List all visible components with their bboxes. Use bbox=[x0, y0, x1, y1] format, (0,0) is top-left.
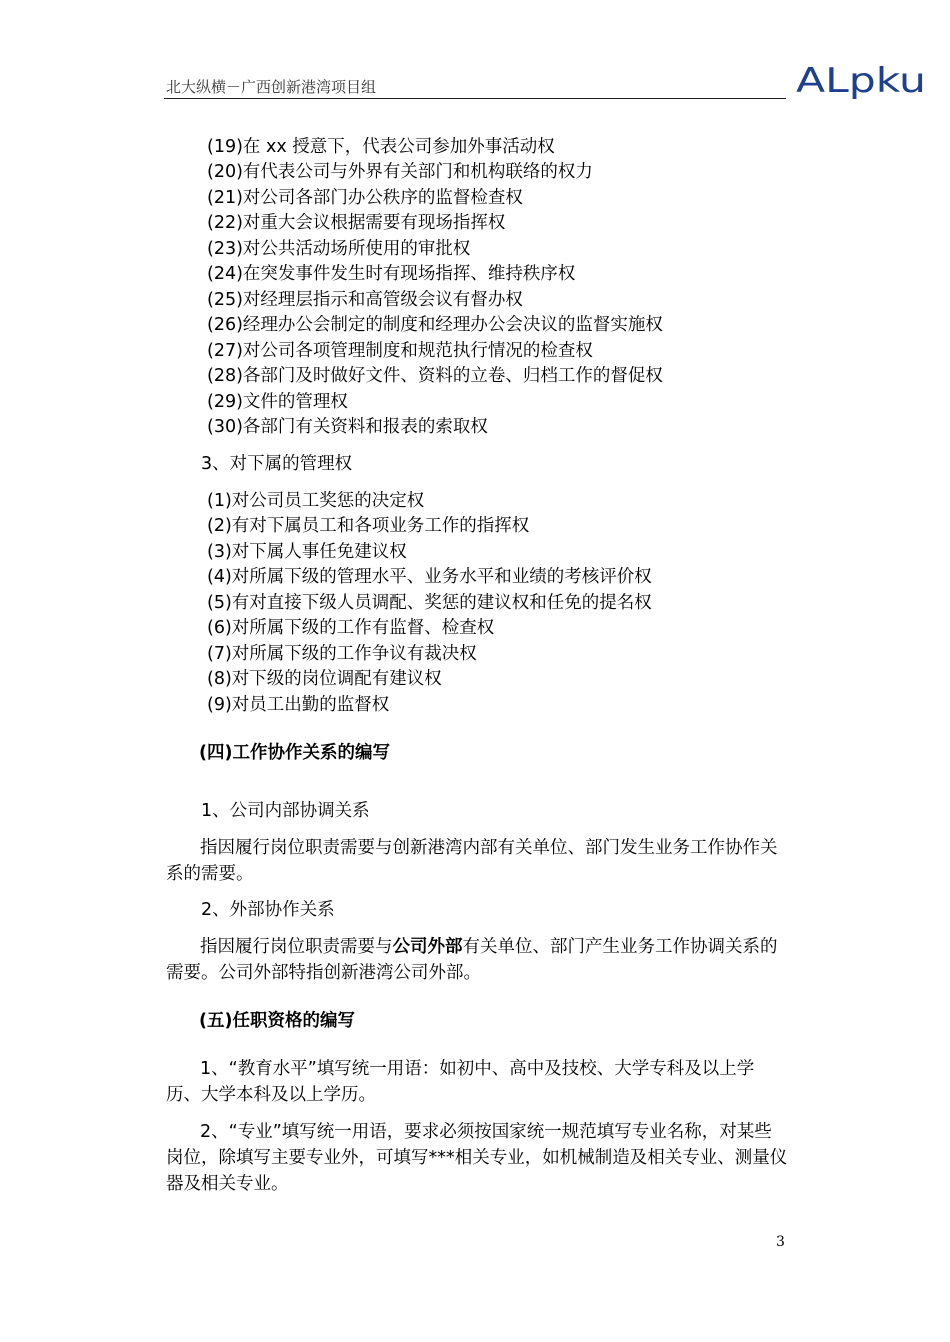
list-item: (30)各部门有关资料和报表的索取权 bbox=[207, 417, 488, 437]
section4-sub1: 1、公司内部协调关系 bbox=[201, 801, 370, 821]
section5-para2: 2、“专业”填写统一用语，要求必须按国家统一规范填写专业名称，对某些岗位，除填写主要专业外，可填写***相关专业，如机械制造及相关专业、测量仪器及相关专业。 bbox=[166, 1122, 788, 1194]
section5-heading: (五)任职资格的编写 bbox=[199, 1011, 355, 1031]
section5-para1: 1、“教育水平”填写统一用语：如初中、高中及技校、大学专科及以上学历、大学本科及以上学历。 bbox=[166, 1059, 755, 1105]
list-item: (26)经理办公会制定的制度和经理办公会决议的监督实施权 bbox=[207, 315, 663, 335]
list-item: (8)对下级的岗位调配有建议权 bbox=[207, 669, 442, 689]
list-item: (24)在突发事件发生时有现场指挥、维持秩序权 bbox=[207, 264, 576, 284]
list-item: (9)对员工出勤的监督权 bbox=[207, 695, 390, 715]
list-item: (1)对公司员工奖惩的决定权 bbox=[207, 491, 425, 511]
alpku-logo bbox=[796, 60, 928, 102]
para2-text-start: 指因履行岗位职责需要与 bbox=[200, 937, 393, 957]
list-item: (6)对所属下级的工作有监督、检查权 bbox=[207, 618, 495, 638]
section4-heading: (四)工作协作关系的编写 bbox=[199, 743, 390, 763]
list-item: (21)对公司各部门办公秩序的监督检查权 bbox=[207, 188, 523, 208]
list-item: (29)文件的管理权 bbox=[207, 392, 348, 412]
list-item: (28)各部门及时做好文件、资料的立卷、归档工作的督促权 bbox=[207, 366, 663, 386]
list-item: (23)对公共活动场所使用的审批权 bbox=[207, 239, 471, 259]
list-item: (20)有代表公司与外界有关部门和机构联络的权力 bbox=[207, 162, 593, 182]
list-item: (3)对下属人事任免建议权 bbox=[207, 542, 407, 562]
para2-bold-text: 公司外部 bbox=[392, 937, 463, 957]
section3-heading: 3、对下属的管理权 bbox=[201, 454, 353, 474]
list-item: (22)对重大会议根据需要有现场指挥权 bbox=[207, 213, 506, 233]
section4-para2 bbox=[166, 934, 788, 986]
header-title: 北大纵横－广西创新港湾项目组 bbox=[166, 78, 377, 96]
list-item: (7)对所属下级的工作争议有裁决权 bbox=[207, 644, 477, 664]
para2-text-end: 有关单位、部门产生业务工作协调关系的需要。公司外部特指创新港湾公司外部。 bbox=[166, 937, 778, 983]
list-item: (2)有对下属员工和各项业务工作的指挥权 bbox=[207, 516, 530, 536]
list-item: (4)对所属下级的管理水平、业务水平和业绩的考核评价权 bbox=[207, 567, 652, 587]
page-number: 3 bbox=[776, 1234, 785, 1250]
list-item: (5)有对直接下级人员调配、奖惩的建议权和任免的提名权 bbox=[207, 593, 652, 613]
list-item: (25)对经理层指示和高管级会议有督办权 bbox=[207, 290, 523, 310]
list-item: (19)在 xx 授意下，代表公司参加外事活动权 bbox=[207, 137, 555, 157]
logo-text: ALpku bbox=[796, 61, 926, 101]
section4-para1: 指因履行岗位职责需要与创新港湾内部有关单位、部门发生业务工作协作关系的需要。 bbox=[166, 838, 778, 884]
list-item: (27)对公司各项管理制度和规范执行情况的检查权 bbox=[207, 341, 593, 361]
header-divider bbox=[164, 98, 786, 99]
section4-sub2: 2、外部协作关系 bbox=[201, 900, 335, 920]
